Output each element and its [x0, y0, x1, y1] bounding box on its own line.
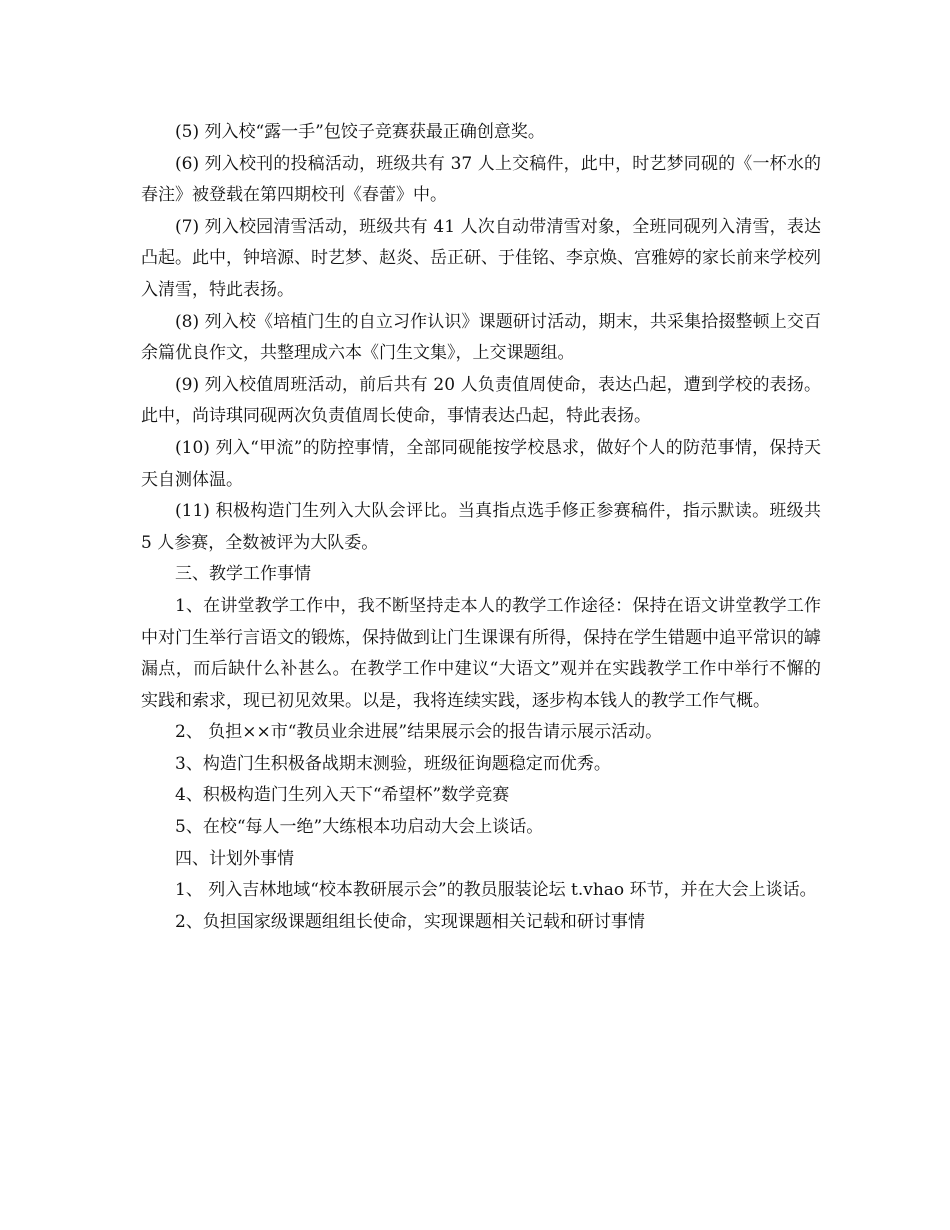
paragraph-item-11: (11) 积极构造门生列入大队会评比。当真指点选手修正参赛稿件，指示默读。班级共 5 人参赛，全数被评为大队委。 [141, 501, 821, 553]
paragraph-item-5: (5) 列入校“露一手”包饺子竞赛获最正确创意奖。 [175, 122, 545, 142]
teaching-item-1: 1、在讲堂教学工作中，我不断坚持走本人的教学工作途径：保持在语文讲堂教学工作中对门生举行言语文的锻炼，保持做到让门生课课有所得，保持在学生错题中追平常识的罅漏点，而后缺什么补甚么。在教学工作中建议“大语文”观并在实践教学工作中举行不懈的实践和索求，现已初见效果。以是，我将连续实践，逐步构本钱人的教学工作气概。 [141, 595, 821, 711]
paragraph-item-6: (6) 列入校刊的投稿活动，班级共有 37 人上交稿件，此中，时艺梦同砚的《一杯水的春注》被登载在第四期校刊《春蕾》中。 [141, 153, 821, 206]
document-body [141, 117, 821, 938]
unplanned-item-1: 1、 列入吉林地域“校本教研展示会”的教员服装论坛 t.vhao 环节，并在大会上谈话。 [175, 880, 817, 901]
section-heading-teaching: 三、教学工作事情 [175, 564, 311, 585]
paragraph-item-9: (9) 列入校值周班活动，前后共有 20 人负责值周使命，表达凸起，遭到学校的表扬。此中，尚诗琪同砚两次负责值周长使命，事情表达凸起，特此表扬。 [141, 374, 821, 427]
unplanned-item-2: 2、负担国家级课题组组长使命，实现课题相关记载和研讨事情 [175, 911, 645, 932]
section-heading-unplanned: 四、计划外事情 [175, 848, 294, 869]
paragraph-item-8: (8) 列入校《培植门生的自立习作认识》课题研讨活动，期末，共采集拾掇整顿上交百余篇优良作文，共整理成六本《门生文集》，上交课题组。 [141, 311, 821, 364]
teaching-item-5: 5、在校“每人一绝”大练根本功启动大会上谈话。 [175, 817, 544, 838]
teaching-item-2: 2、 负担××市“教员业余进展”结果展示会的报告请示展示活动。 [175, 722, 663, 743]
paragraph-item-10: (10) 列入“甲流”的防控事情，全部同砚能按学校恳求，做好个人的防范事情，保持天天自测体温。 [141, 437, 821, 490]
teaching-item-4: 4、积极构造门生列入天下“希望杯”数学竞赛 [175, 785, 510, 806]
paragraph-item-7: (7) 列入校园清雪活动，班级共有 41 人次自动带清雪对象，全班同砚列入清雪，表达凸起。此中，钟培源、时艺梦、赵炎、岳正研、于佳铭、李京焕、宫雅婷的家长前来学校列入清雪，特此表扬。 [141, 216, 821, 300]
teaching-item-3: 3、构造门生积极备战期末测验，班级征询题稳定而优秀。 [175, 753, 611, 774]
